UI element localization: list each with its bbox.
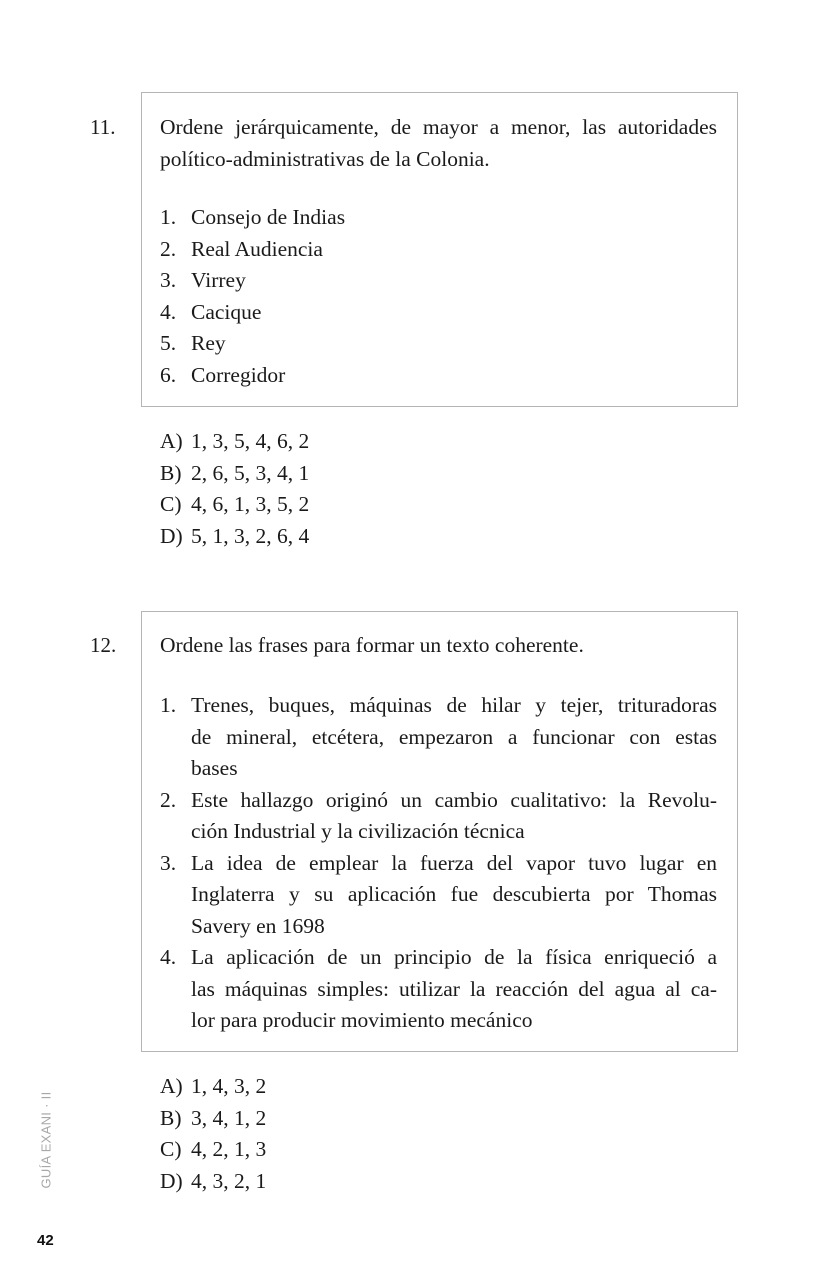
option-text: 4, 6, 1, 3, 5, 2 — [191, 492, 310, 516]
item-text — [191, 690, 717, 785]
item-line: Consejo de Indias — [191, 205, 346, 229]
item-line: Cacique — [191, 299, 262, 324]
list-item — [160, 690, 717, 785]
list-item — [160, 785, 717, 848]
item-number: 1. — [160, 693, 177, 717]
item-line: Virrey — [191, 268, 246, 292]
item-number: 5. — [160, 331, 177, 355]
answer-option-b[interactable] — [160, 458, 717, 490]
item-line: Inglaterra y su aplicación fue descubierta por Thomas — [191, 882, 717, 906]
item-text — [191, 202, 717, 234]
item-list — [160, 690, 717, 1037]
item-number: 1. — [160, 205, 177, 229]
page-number: 42 — [37, 1232, 54, 1249]
question-prompt — [160, 630, 717, 662]
item-number: 4. — [160, 299, 177, 324]
prompt-line: Ordene jerárquicamente, de mayor a menor, las autoridades — [160, 115, 717, 139]
item-text — [191, 848, 717, 943]
list-item — [160, 265, 717, 297]
list-item — [160, 234, 717, 266]
list-item — [160, 848, 717, 943]
item-text — [191, 265, 717, 297]
item-line: Este hallazgo originó un cambio cualitativo: la Revolu- — [191, 787, 717, 812]
option-text: 1, 4, 3, 2 — [191, 1074, 267, 1098]
item-line: La idea de emplear la fuerza del vapor tuvo lugar en — [191, 850, 717, 875]
running-title: GUÍA EXANI · II — [38, 1091, 54, 1189]
option-text: 5, 1, 3, 2, 6, 4 — [191, 523, 310, 548]
answer-option-c[interactable] — [160, 489, 717, 521]
answer-option-a[interactable] — [160, 1071, 717, 1103]
list-item — [160, 328, 717, 360]
item-line: de mineral, etcétera, empezaron a funcionar con estas — [191, 724, 717, 749]
option-letter: A) — [160, 429, 183, 453]
list-item — [160, 202, 717, 234]
item-line: Savery en 1698 — [191, 913, 325, 938]
question-prompt — [160, 112, 717, 175]
answer-option-c[interactable] — [160, 1134, 717, 1166]
item-text — [191, 234, 717, 266]
prompt-line: político-administrativas de la Colonia. — [160, 146, 490, 171]
list-item — [160, 297, 717, 329]
prompt-line: Ordene las frases para formar un texto coherente. — [160, 633, 584, 657]
option-letter: A) — [160, 1074, 183, 1098]
item-text — [191, 297, 717, 329]
item-number: 6. — [160, 362, 177, 387]
option-text: 3, 4, 1, 2 — [191, 1105, 267, 1130]
item-line: lor para producir movimiento mecánico — [191, 1008, 533, 1032]
item-line: las máquinas simples: utilizar la reacción del agua al ca- — [191, 976, 717, 1001]
item-line: Corregidor — [191, 362, 286, 387]
item-text — [191, 360, 717, 392]
item-line: Trenes, buques, máquinas de hilar y tejer, trituradoras — [191, 693, 717, 717]
item-number: 4. — [160, 945, 177, 969]
item-line: La aplicación de un principio de la física enriqueció a — [191, 945, 717, 969]
option-text: 4, 3, 2, 1 — [191, 1168, 267, 1193]
question-number: 12. — [90, 633, 117, 657]
item-line: Real Audiencia — [191, 236, 323, 261]
list-item — [160, 942, 717, 1037]
item-text — [191, 942, 717, 1037]
list-item — [160, 360, 717, 392]
option-letter: C) — [160, 492, 182, 516]
answer-options — [160, 1071, 717, 1197]
item-line: Rey — [191, 331, 226, 355]
item-line: ción Industrial y la civilización técnica — [191, 819, 525, 843]
answer-option-d[interactable] — [160, 521, 717, 553]
item-number: 2. — [160, 787, 177, 812]
answer-options — [160, 426, 717, 552]
option-letter: D) — [160, 523, 183, 548]
answer-option-a[interactable] — [160, 426, 717, 458]
option-text: 4, 2, 1, 3 — [191, 1137, 267, 1161]
answer-option-b[interactable] — [160, 1103, 717, 1135]
option-text: 2, 6, 5, 3, 4, 1 — [191, 460, 310, 485]
option-letter: B) — [160, 1105, 182, 1130]
item-list — [160, 202, 717, 391]
item-text — [191, 328, 717, 360]
item-number: 3. — [160, 268, 177, 292]
option-text: 1, 3, 5, 4, 6, 2 — [191, 429, 310, 453]
option-letter: D) — [160, 1168, 183, 1193]
item-text — [191, 785, 717, 848]
item-number: 2. — [160, 236, 177, 261]
option-letter: B) — [160, 460, 182, 485]
item-line: bases — [191, 756, 238, 780]
item-number: 3. — [160, 850, 177, 875]
option-letter: C) — [160, 1137, 182, 1161]
question-number: 11. — [90, 115, 116, 139]
answer-option-d[interactable] — [160, 1166, 717, 1198]
